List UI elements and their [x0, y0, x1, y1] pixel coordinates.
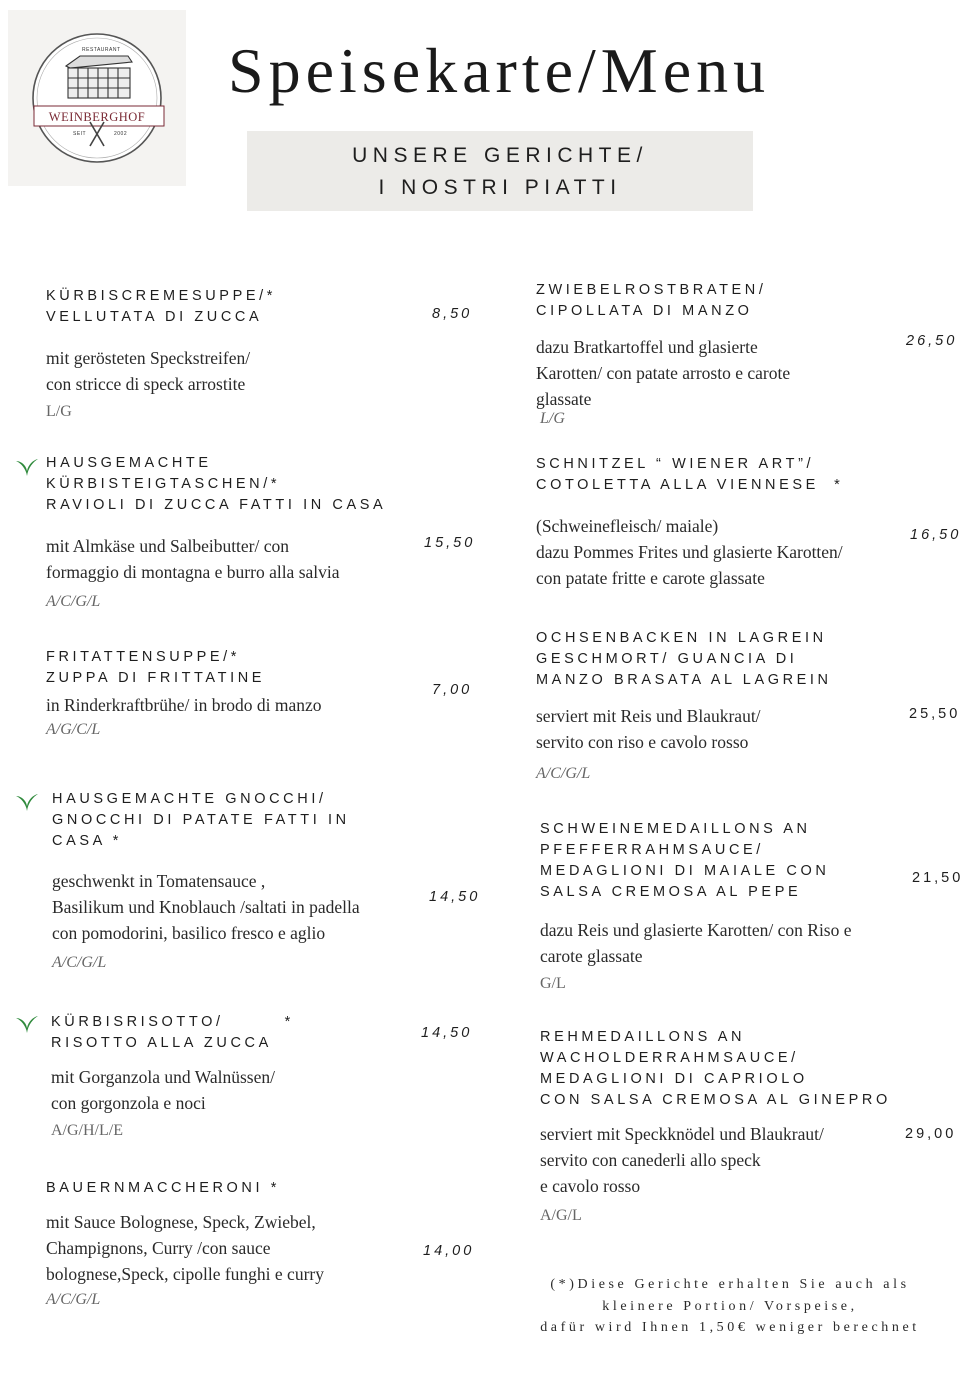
dish-name: SCHWEINEMEDAILLONS AN PFEFFERRAHMSAUCE/ MEDAGLIONI DI MAIALE CON SALSA CREMOSA AL PEPE — [540, 821, 830, 900]
dish-description: dazu Bratkartoffel und glasierte Karotten/ con patate arrosto e carote glassate — [536, 337, 791, 409]
dish-description: mit gerösteten Speckstreifen/ con stricce di speck arrostite — [46, 348, 251, 394]
dish-price: 26,50 — [906, 333, 958, 349]
dish-price: 25,50 — [909, 706, 961, 722]
dish-description: in Rinderkraftbrühe/ in brodo di manzo — [46, 695, 322, 715]
dish-name: BAUERNMACCHERONI * — [46, 1180, 280, 1196]
allergen-codes: A/G/L — [540, 1207, 582, 1224]
dish-price: 15,50 — [424, 535, 476, 551]
vegetarian-leaf-icon — [15, 792, 39, 812]
logo-restaurant-word: RESTAURANT — [82, 47, 121, 53]
dish-name: FRITATTENSUPPE/* ZUPPA DI FRITTATINE — [46, 649, 266, 686]
dish-name: KÜRBISRISOTTO/ * RISOTTO ALLA ZUCCA — [51, 1014, 294, 1051]
dish-price: 8,50 — [432, 306, 473, 322]
dish-name: SCHNITZEL “ WIENER ART”/ COTOLETTA ALLA VIENNESE * — [536, 456, 844, 493]
dish-item — [540, 819, 852, 993]
dish-name: HAUSGEMACHTE KÜRBISTEIGTASCHEN/* RAVIOLI DI ZUCCA FATTI IN CASA — [46, 455, 387, 513]
allergen-codes: L/G — [540, 410, 565, 427]
dish-price: 21,50 — [912, 870, 964, 886]
allergen-codes: A/C/G/L — [536, 765, 591, 782]
dish-item — [536, 454, 843, 591]
dish-name: OCHSENBACKEN IN LAGREIN GESCHMORT/ GUANCIA DI MANZO BRASATA AL LAGREIN — [536, 630, 832, 688]
subtitle-line: I NOSTRI PIATTI — [378, 176, 622, 199]
logo-seit: SEIT — [73, 131, 87, 137]
dish-description: serviert mit Speckknödel und Blaukraut/ servito con canederli allo speck e cavolo rosso — [540, 1124, 824, 1196]
allergen-codes: A/C/G/L — [46, 1291, 101, 1308]
dish-item — [46, 647, 322, 739]
dish-description: dazu Reis und glasierte Karotten/ con Riso e carote glassate — [540, 920, 852, 966]
dish-name: REHMEDAILLONS AN WACHOLDERRAHMSAUCE/ MEDAGLIONI DI CAPRIOLO CON SALSA CREMOSA AL GINEPRO — [540, 1029, 891, 1108]
dish-description: (Schweinefleisch/ maiale) dazu Pommes Frites und glasierte Karotten/ con patate fritte e carote glassate — [536, 516, 843, 588]
dish-description: mit Sauce Bolognese, Speck, Zwiebel, Champignons, Curry /con sauce bolognese,Speck, cipolle funghi e curry — [46, 1212, 324, 1284]
dish-price: 14,50 — [429, 889, 481, 905]
dish-item — [46, 453, 386, 611]
allergen-codes: A/C/G/L — [46, 593, 101, 610]
dish-price: 7,00 — [432, 682, 473, 698]
dish-item — [536, 628, 832, 783]
allergen-codes: A/G/C/L — [46, 721, 101, 738]
dish-description: mit Almkäse und Salbeibutter/ con formaggio di montagna e burro alla salvia — [46, 536, 340, 582]
portion-footnote: (*)Diese Gerichte erhalten Sie auch als kleinere Portion/ Vorspeise, dafür wird Ihnen 1,50€ weniger berechnet — [540, 1277, 920, 1335]
dish-description: geschwenkt in Tomatensauce , Basilikum und Knoblauch /saltati in padella con pomodorini, basilico fresco e aglio — [52, 871, 360, 943]
dish-item — [536, 280, 790, 428]
logo-name: WEINBERGHOF — [48, 110, 146, 124]
dish-name: ZWIEBELROSTBRATEN/ CIPOLLATA DI MANZO — [536, 282, 767, 319]
vegetarian-leaf-icon — [15, 1014, 39, 1034]
allergen-codes: G/L — [540, 975, 566, 992]
allergen-codes: A/C/G/L — [52, 954, 107, 971]
subtitle-line: UNSERE GERICHTE/ — [352, 144, 648, 167]
dish-item — [52, 789, 360, 972]
dish-price: 16,50 — [910, 527, 962, 543]
dish-item — [46, 286, 276, 421]
page-title: Speisekarte/Menu — [228, 35, 771, 106]
allergen-codes: A/G/H/L/E — [51, 1122, 123, 1139]
vegetarian-leaf-icon — [15, 457, 39, 477]
dish-price: 14,50 — [421, 1025, 473, 1041]
subtitle-banner — [247, 131, 753, 211]
dish-price: 14,00 — [423, 1243, 475, 1259]
dish-name: HAUSGEMACHTE GNOCCHI/ GNOCCHI DI PATATE FATTI IN CASA * — [52, 791, 350, 849]
logo-emblem-icon — [8, 10, 186, 186]
allergen-codes: L/G — [46, 403, 72, 420]
logo-year: 2002 — [114, 131, 128, 137]
dish-item — [46, 1178, 324, 1309]
dish-item — [540, 1027, 891, 1225]
dish-price: 29,00 — [905, 1126, 957, 1142]
dish-description: serviert mit Reis und Blaukraut/ servito con riso e cavolo rosso — [536, 706, 761, 752]
restaurant-logo — [8, 10, 186, 186]
dish-description: mit Gorganzola und Walnüssen/ con gorgonzola e noci — [51, 1067, 275, 1113]
dish-item — [51, 1012, 294, 1140]
dish-name: KÜRBISCREMESUPPE/* VELLUTATA DI ZUCCA — [46, 288, 276, 325]
